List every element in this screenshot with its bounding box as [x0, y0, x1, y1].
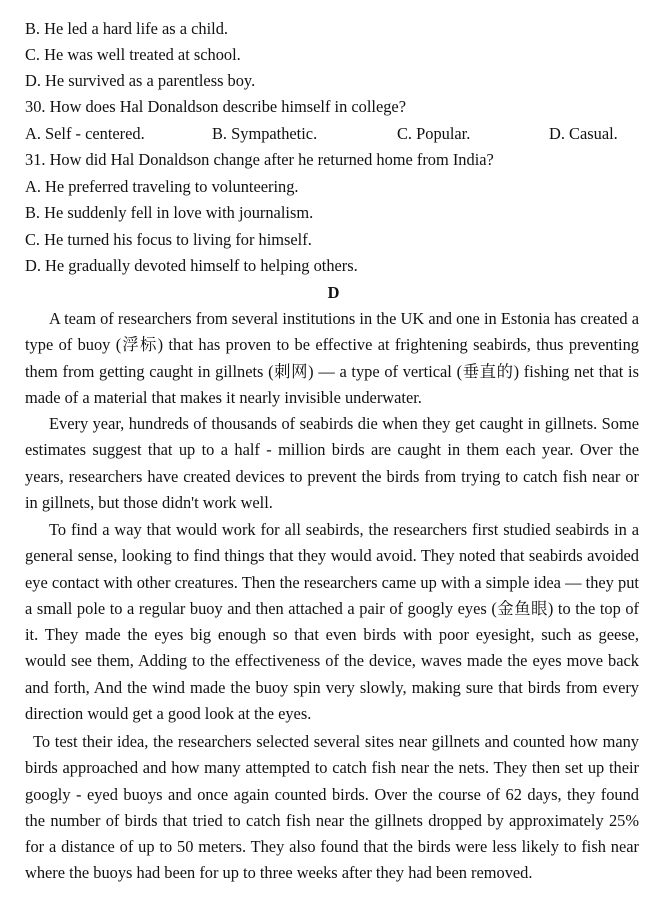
q29-option-d: D. He survived as a parentless boy.: [25, 71, 256, 90]
section-heading: D: [327, 283, 340, 302]
q30-options: [25, 124, 645, 144]
passage-paragraph-4: To test their idea, the researchers selected several sites near gillnets and counted how many birds approached and how many attempted to catch fish near the nets. They then set up their googly - eyed buoys and once again counted birds. Over the course of 62 days, they found the number of birds that tried to catch fish near the gillnets dropped by approximately 25% for a distance of up to 50 meters. They also found that the birds were less likely to fish near where the buoys had been for up to three weeks after they had been removed.: [25, 732, 639, 883]
q31-option-d: D. He gradually devoted himself to helping others.: [25, 256, 358, 275]
q31-question: 31. How did Hal Donaldson change after he returned home from India?: [25, 150, 494, 169]
passage-paragraph-1: A team of researchers from several institutions in the UK and one in Estonia has created a type of buoy (浮标) that has proven to be effective at frightening seabirds, thus preventing them from getting caught in gillnets (刺网) — a type of vertical (垂直的) fishing net that is made of a material that makes it nearly invisible underwater.: [25, 309, 639, 407]
q30-option-d: D. Casual.: [549, 124, 618, 143]
q30-option-c: C. Popular.: [397, 124, 471, 143]
passage-paragraph-3: To find a way that would work for all seabirds, the researchers first studied seabirds in a general sense, looking to find things that they would avoid. They noted that seabirds avoided eye contact with other creatures. Then the researchers came up with a simple idea — they put a small pole to a regular buoy and then attached a pair of googly eyes (金鱼眼) to the top of it. They made the eyes big enough so that even birds with poor eyesight, such as geese, would see them, Adding to the effectiveness of the device, waves made the eyes move back and forth, And the wind made the buoy spin very slowly, making sure that birds from every direction would get a good look at the eyes.: [25, 520, 639, 724]
q31-option-a: A. He preferred traveling to volunteering.: [25, 177, 299, 196]
q30-question: 30. How does Hal Donaldson describe himself in college?: [25, 97, 406, 116]
q30-option-b: B. Sympathetic.: [212, 124, 318, 143]
q31-option-b: B. He suddenly fell in love with journalism.: [25, 203, 314, 222]
q31-option-c: C. He turned his focus to living for himself.: [25, 230, 312, 249]
q30-option-a: A. Self - centered.: [25, 124, 145, 143]
q29-option-c: C. He was well treated at school.: [25, 45, 241, 64]
passage-paragraph-2: Every year, hundreds of thousands of seabirds die when they get caught in gillnets. Some estimates suggest that up to a half - million birds are caught in them each year. Over the years, researchers have created devices to prevent the birds from trying to catch fish near or in gillnets, but those didn't work well.: [25, 414, 639, 512]
q29-option-b: B. He led a hard life as a child.: [25, 19, 228, 38]
